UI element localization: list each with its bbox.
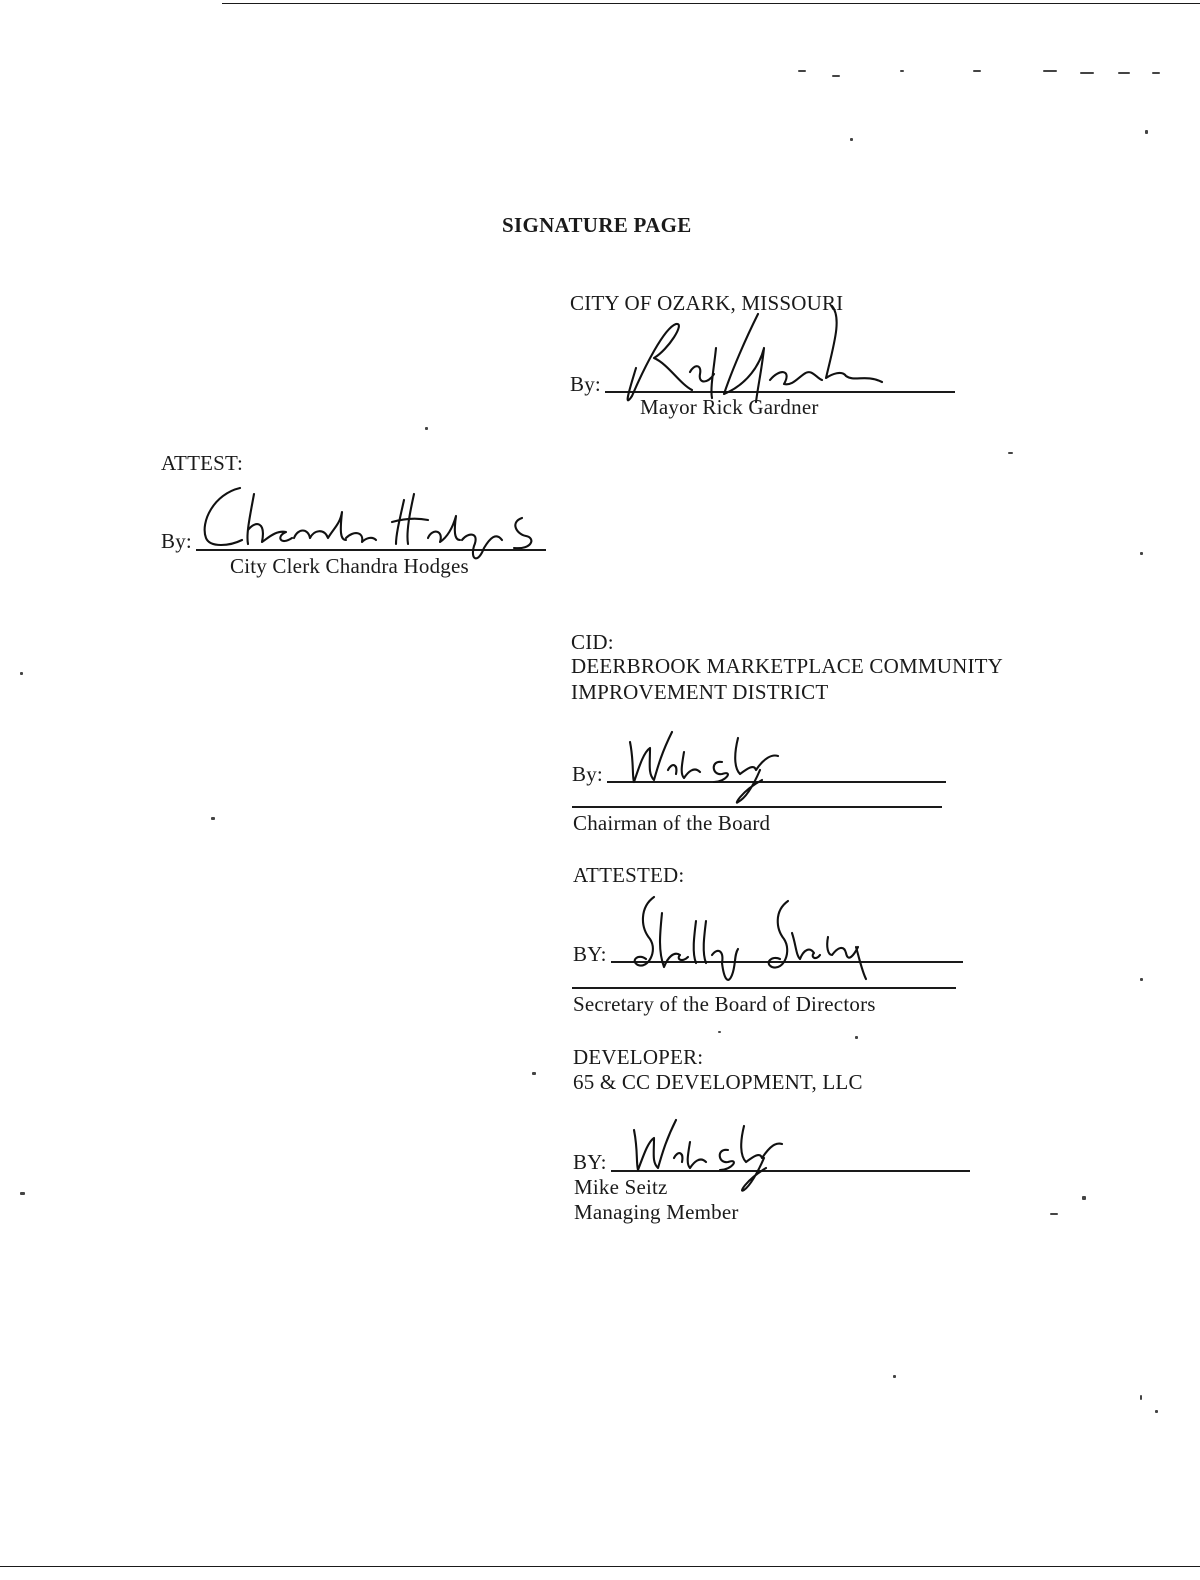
scan-speck bbox=[20, 672, 23, 675]
scan-speck bbox=[1140, 552, 1143, 555]
scan-speck bbox=[425, 427, 428, 430]
cid-name-line2: IMPROVEMENT DISTRICT bbox=[571, 680, 829, 704]
scan-speck bbox=[1080, 72, 1094, 74]
mayor-name: Mayor Rick Gardner bbox=[640, 395, 819, 419]
cid-by-label: By: bbox=[572, 762, 603, 786]
developer-signer-name: Mike Seitz bbox=[574, 1175, 668, 1199]
attest-heading: ATTEST: bbox=[161, 451, 244, 475]
scan-speck bbox=[855, 1036, 858, 1039]
scan-speck bbox=[1082, 1196, 1086, 1200]
top-scan-border bbox=[222, 3, 1200, 4]
scan-speck bbox=[1118, 72, 1130, 74]
attest-by-label: By: bbox=[161, 529, 192, 553]
scan-speck bbox=[1043, 70, 1057, 72]
attested-title-line bbox=[572, 987, 956, 989]
scan-speck bbox=[893, 1375, 896, 1378]
city-clerk-name: City Clerk Chandra Hodges bbox=[230, 554, 469, 578]
scan-speck bbox=[1008, 452, 1013, 454]
scan-speck bbox=[1050, 1213, 1058, 1215]
developer-signer-title: Managing Member bbox=[574, 1200, 739, 1224]
mayor-signature bbox=[620, 298, 890, 410]
cid-title-line bbox=[572, 806, 942, 808]
developer-label: DEVELOPER: bbox=[573, 1045, 704, 1069]
developer-by-label: BY: bbox=[573, 1150, 607, 1174]
scan-speck bbox=[900, 70, 904, 72]
page-title: SIGNATURE PAGE bbox=[502, 213, 692, 237]
cid-label: CID: bbox=[571, 630, 614, 654]
scan-speck bbox=[1152, 72, 1160, 74]
scan-speck bbox=[1155, 1410, 1158, 1413]
scan-speck bbox=[832, 75, 840, 77]
scan-speck bbox=[1145, 130, 1148, 134]
scan-speck bbox=[1140, 1395, 1142, 1400]
attested-by-label: BY: bbox=[573, 942, 607, 966]
chairman-title: Chairman of the Board bbox=[573, 811, 771, 835]
scan-speck bbox=[20, 1192, 25, 1195]
secretary-title: Secretary of the Board of Directors bbox=[573, 992, 876, 1016]
city-by-label: By: bbox=[570, 372, 601, 396]
attested-heading: ATTESTED: bbox=[573, 863, 685, 887]
scan-speck bbox=[1140, 978, 1143, 981]
chairman-signature bbox=[622, 722, 792, 812]
scan-speck bbox=[211, 817, 215, 820]
scan-speck bbox=[850, 138, 853, 141]
scan-speck bbox=[532, 1072, 536, 1075]
secretary-signature bbox=[624, 893, 884, 993]
developer-company: 65 & CC DEVELOPMENT, LLC bbox=[573, 1070, 863, 1094]
city-heading: CITY OF OZARK, MISSOURI bbox=[570, 291, 844, 315]
scan-speck bbox=[798, 70, 806, 72]
scan-speck bbox=[718, 1031, 721, 1033]
scan-speck bbox=[973, 70, 981, 72]
cid-name-line1: DEERBROOK MARKETPLACE COMMUNITY bbox=[571, 654, 1004, 678]
bottom-scan-border bbox=[0, 1566, 1200, 1567]
